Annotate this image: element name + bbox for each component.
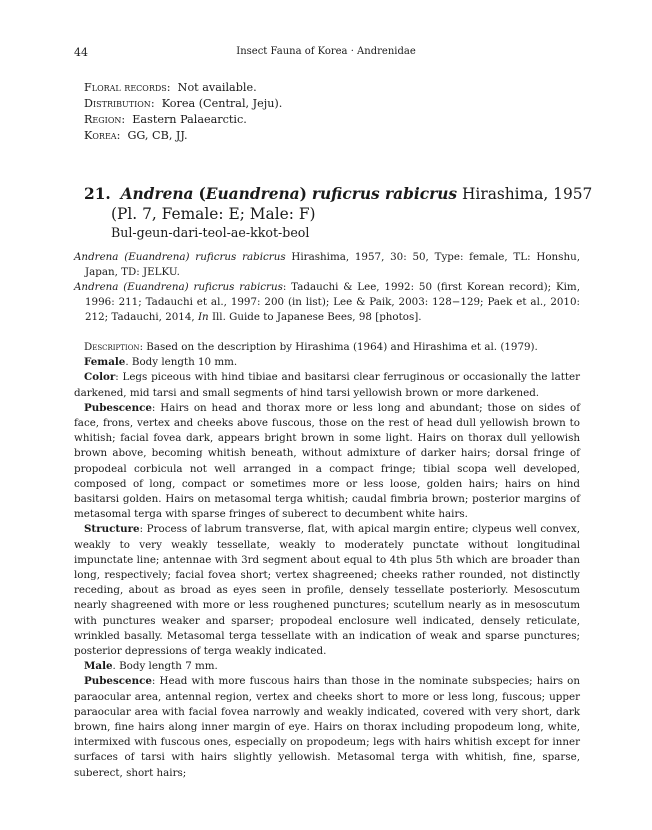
para-head: Structure <box>84 523 140 536</box>
male-heading <box>74 659 580 674</box>
para-head: Pubescence <box>84 675 152 688</box>
description-label: Description <box>84 341 140 353</box>
record-floral: Floral records: Not available. <box>84 81 257 94</box>
species-heading: 21. Andrena (Euandrena) ruficrus rabicrus Hirashima, 1957 (Pl. 7, Female: E; Male: F) Bul-geun-dari-teol-ae-kkot-beol <box>84 185 593 240</box>
record-region: Region: Eastern Palaearctic. <box>84 113 247 126</box>
male-pubescence <box>74 674 580 780</box>
synonym-entry <box>74 280 580 325</box>
record-label: Floral records <box>84 81 167 94</box>
para-head: Male <box>84 660 113 673</box>
description-intro-text: : Based on the description by Hirashima (1964) and Hirashima et al. (1979). <box>139 341 538 353</box>
subgenus-name: Euandrena <box>205 185 300 203</box>
record-korea: Korea: GG, CB, JJ. <box>84 129 188 142</box>
running-title: Insect Fauna of Korea · Andrenidae <box>236 46 416 57</box>
record-value: Korea (Central, Jeju). <box>161 97 283 110</box>
synonym-name: Andrena (Euandrena) ruficrus rabicrus <box>74 281 283 293</box>
record-distribution: Distribution: Korea (Central, Jeju). <box>84 97 283 110</box>
para-head: Female <box>84 356 126 369</box>
synonym-entry <box>74 250 580 280</box>
record-label: Distribution <box>84 97 151 110</box>
korean-common-name: Bul-geun-dari-teol-ae-kkot-beol <box>111 225 310 240</box>
para-head: Color <box>84 371 116 384</box>
record-value: Not available. <box>177 81 257 94</box>
para-head: Pubescence <box>84 401 152 414</box>
plate-reference: (Pl. 7, Female: E; Male: F) <box>111 205 316 223</box>
description-section <box>74 340 580 781</box>
female-color <box>74 370 580 400</box>
species-author: Hirashima, 1957 <box>462 185 593 203</box>
synonym-tail: Ill. Guide to Japanese Bees, 98 [photos]. <box>208 311 422 323</box>
para-text: : Legs piceous with hind tibiae and basitarsi clear ferruginous or occasionally the latter darkened, mid tarsi and small segments of hind tarsi yellowish brown or more darkened. <box>74 371 580 399</box>
record-value: Eastern Palaearctic. <box>132 113 247 126</box>
female-heading <box>74 355 580 370</box>
para-text: : Hairs on head and thorax more or less long and abundant; those on sides of face, frons, vertex and cheeks above fuscous, those on the rest of head dull yellowish brown to whitish; facial fovea dark, appears bright brown in some light. Hairs on thorax dull yellowish brown above, becoming whitish beneath, without admixture of darker hairs; dorsal fringe of propodeal corbicula not well arranged in a compact fringe; tibial scopa well developed, composed of long, compact or sometimes more or less loose, golden hairs; hairs on hind basitarsi golden. Hairs on metasomal terga whitish; caudal fimbria brown; posterior margins of metasomal terga with sparse fringes of suberect to decumbent white hairs. <box>74 401 580 521</box>
description-intro <box>74 340 580 355</box>
para-text: : Head with more fuscous hairs than those in the nominate subspecies; hairs on paraocular area, antennal region, vertex and cheeks short to more or less long, fuscous; upper paraocular area with facial fovea narrowly and weakly indicated, covered with very short, dark brown, fine hairs along inner margin of eye. Hairs on thorax including propodeum long, white, intermixed with fuscous ones, especially on propodeum; legs with hairs whitish except for inner surfaces of tarsi with hairs slightly yellowish. Metasomal terga with whitish, fine, sparse, suberect, short hairs; <box>74 675 580 779</box>
synonym-text: : Tadauchi & Lee, 1992: 50 (first Korean record); Kim, 1996: 211; Tadauchi et al., 1997: 200 (in list); Lee & Paik, 2003: 128−129; Paek et al., 2010: 212; Tadauchi, 2014, <box>85 281 580 323</box>
para-text: . Body length 10 mm. <box>125 356 238 369</box>
species-number: 21. <box>84 185 111 203</box>
genus-name: Andrena <box>120 185 194 203</box>
record-label: Korea <box>84 129 117 142</box>
synonym-in: In <box>197 311 209 323</box>
para-text: . Body length 7 mm. <box>112 660 218 673</box>
para-text: : Process of labrum transverse, flat, with apical margin entire; clypeus well convex, weakly to very weakly tessellate, weakly to moderately punctate without longitudinal impunctate line; antennae with 3rd segment about equal to 4th plus 5th which are broader than long, respectively; facial fovea short; vertex shagreened; cheeks rather rounded, not distinctly receding, about as broad as eyes seen in profile, densely tessellate posteriorly. Mesoscutum nearly shagreened with more or less roughened punctures; scutellum nearly as in mesoscutum with punctures weaker and sparser; propodeal enclosure well indicated, densely reticulate, wrinkled basally. Metasomal terga tessellate with an indication of weak and sparse punctures; posterior depressions of terga weakly indicated. <box>74 523 580 658</box>
female-pubescence <box>74 401 580 523</box>
synonym-name: Andrena (Euandrena) ruficrus rabicrus <box>74 251 286 263</box>
record-value: GG, CB, JJ. <box>127 129 188 142</box>
records-block <box>84 80 282 144</box>
synonym-list <box>74 250 580 325</box>
record-label: Region <box>84 113 122 126</box>
synonym-text: Hirashima, 1957, 30: 50, Type: female, TL: Honshu, Japan, TD: JELKU. <box>85 251 580 278</box>
species-epithet: ruficrus rabicrus <box>311 185 458 203</box>
page-number: 44 <box>74 46 88 59</box>
female-structure <box>74 522 580 659</box>
